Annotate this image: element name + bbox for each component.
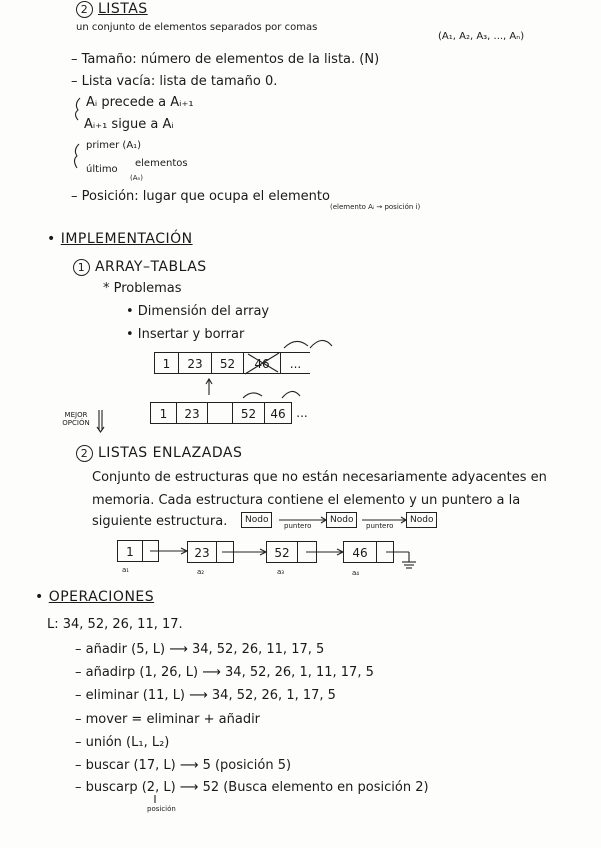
nodo-label: Nodo xyxy=(326,512,357,528)
puntero-label: puntero xyxy=(366,522,394,530)
primer-line: primer (A₁) xyxy=(86,140,142,151)
array-number-circle: 1 xyxy=(73,259,90,276)
array-bottom-cell: 46 xyxy=(264,402,292,424)
array-top-cell: ... xyxy=(280,352,310,374)
elementos-label: elementos xyxy=(135,158,188,169)
prop-tamano: – Tamaño: número de elementos de la lista. (N) xyxy=(71,52,380,67)
array-top-cell: 23 xyxy=(178,352,212,374)
op-mover: – mover = eliminar + añadir xyxy=(75,712,261,727)
lists-number-circle: 2 xyxy=(76,1,93,18)
array-top-cell: 52 xyxy=(211,352,244,374)
array-bottom-cell: ... xyxy=(296,406,308,420)
ops-title: OPERACIONES xyxy=(48,589,155,605)
array-top-cell: 1 xyxy=(154,352,179,374)
linked-node-value: 1 xyxy=(126,545,134,559)
linked-number-circle: 2 xyxy=(76,445,93,462)
op-buscarp: – buscarp (2, L) ⟶ 52 (Busca elemento en posición 2) xyxy=(75,780,429,795)
ops-bullet: • xyxy=(35,589,44,605)
problem-dimension: • Dimensión del array xyxy=(126,304,270,319)
array-bottom-cell: 1 xyxy=(150,402,177,424)
op-anadirp: – añadirp (1, 26, L) ⟶ 34, 52, 26, 1, 11, 17, 5 xyxy=(75,665,374,680)
impl-bullet: • xyxy=(47,231,56,247)
problem-insertar: • Insertar y borrar xyxy=(126,327,245,342)
op-eliminar: – eliminar (11, L) ⟶ 34, 52, 26, 1, 17, 5 xyxy=(75,688,336,703)
impl-title: IMPLEMENTACIÓN xyxy=(60,231,193,247)
curve-arrow xyxy=(282,391,300,398)
linked-node-value: 46 xyxy=(352,546,368,560)
ultimo-sub: (Aₙ) xyxy=(130,174,144,182)
array-bottom-cell: 23 xyxy=(176,402,208,424)
ultimo-line: último xyxy=(86,164,118,175)
op-buscar: – buscar (17, L) ⟶ 5 (posición 5) xyxy=(75,758,292,773)
problems-label: * Problemas xyxy=(103,281,182,296)
cross-line xyxy=(245,353,279,374)
linked-text-1: Conjunto de estructuras que no están necesariamente adyacentes en xyxy=(92,470,547,485)
array-title: ARRAY–TABLAS xyxy=(94,259,207,275)
nodo-label: Nodo xyxy=(241,512,272,528)
down-arrow-head xyxy=(97,427,104,432)
precede-line: Aᵢ precede a Aᵢ₊₁ xyxy=(86,95,194,110)
posicion-note: (elemento Aᵢ → posición i) xyxy=(330,203,421,211)
brace-primer xyxy=(75,144,80,168)
lists-definition: un conjunto de elementos separados por comas xyxy=(76,22,318,33)
curve-arrow xyxy=(243,393,262,398)
linked-node-value: 52 xyxy=(274,546,290,560)
curve-arrow xyxy=(284,341,308,348)
prop-lista-vacia: – Lista vacía: lista de tamaño 0. xyxy=(71,74,278,89)
op-union: – unión (L₁, L₂) xyxy=(75,735,170,750)
nodo-label: Nodo xyxy=(406,512,437,528)
posicion-arrow-note: posición xyxy=(147,805,176,813)
linked-text-2: memoria. Cada estructura contiene el elemento y un puntero a la xyxy=(92,493,521,508)
linked-text-3: siguiente estructura. xyxy=(92,514,228,529)
puntero-label: puntero xyxy=(284,522,312,530)
posicion-line: – Posición: lugar que ocupa el elemento xyxy=(71,189,330,204)
op-anadir: – añadir (5, L) ⟶ 34, 52, 26, 11, 17, 5 xyxy=(75,642,325,657)
linked-node-sub: a₃ xyxy=(277,568,285,576)
mejor-opcion-label: MEJOR OPCIÓN xyxy=(62,411,90,427)
array-bottom-cell: 52 xyxy=(232,402,265,424)
linked-node-value: 23 xyxy=(194,546,210,560)
ops-list-def: L: 34, 52, 26, 11, 17. xyxy=(47,617,183,632)
curve-arrow xyxy=(310,340,332,348)
lists-title: LISTAS xyxy=(97,1,148,17)
linked-node-sub: a₁ xyxy=(122,566,130,574)
lists-definition-set: (A₁, A₂, A₃, ..., Aₙ) xyxy=(438,31,525,42)
sigue-line: Aᵢ₊₁ sigue a Aᵢ xyxy=(84,117,174,132)
array-top-cell-crossed: 46 xyxy=(243,352,281,374)
brace-precede xyxy=(76,98,81,120)
linked-node-sub: a₂ xyxy=(197,568,205,576)
linked-node-sub: a₄ xyxy=(352,569,360,577)
linked-title: LISTAS ENLAZADAS xyxy=(97,445,243,461)
